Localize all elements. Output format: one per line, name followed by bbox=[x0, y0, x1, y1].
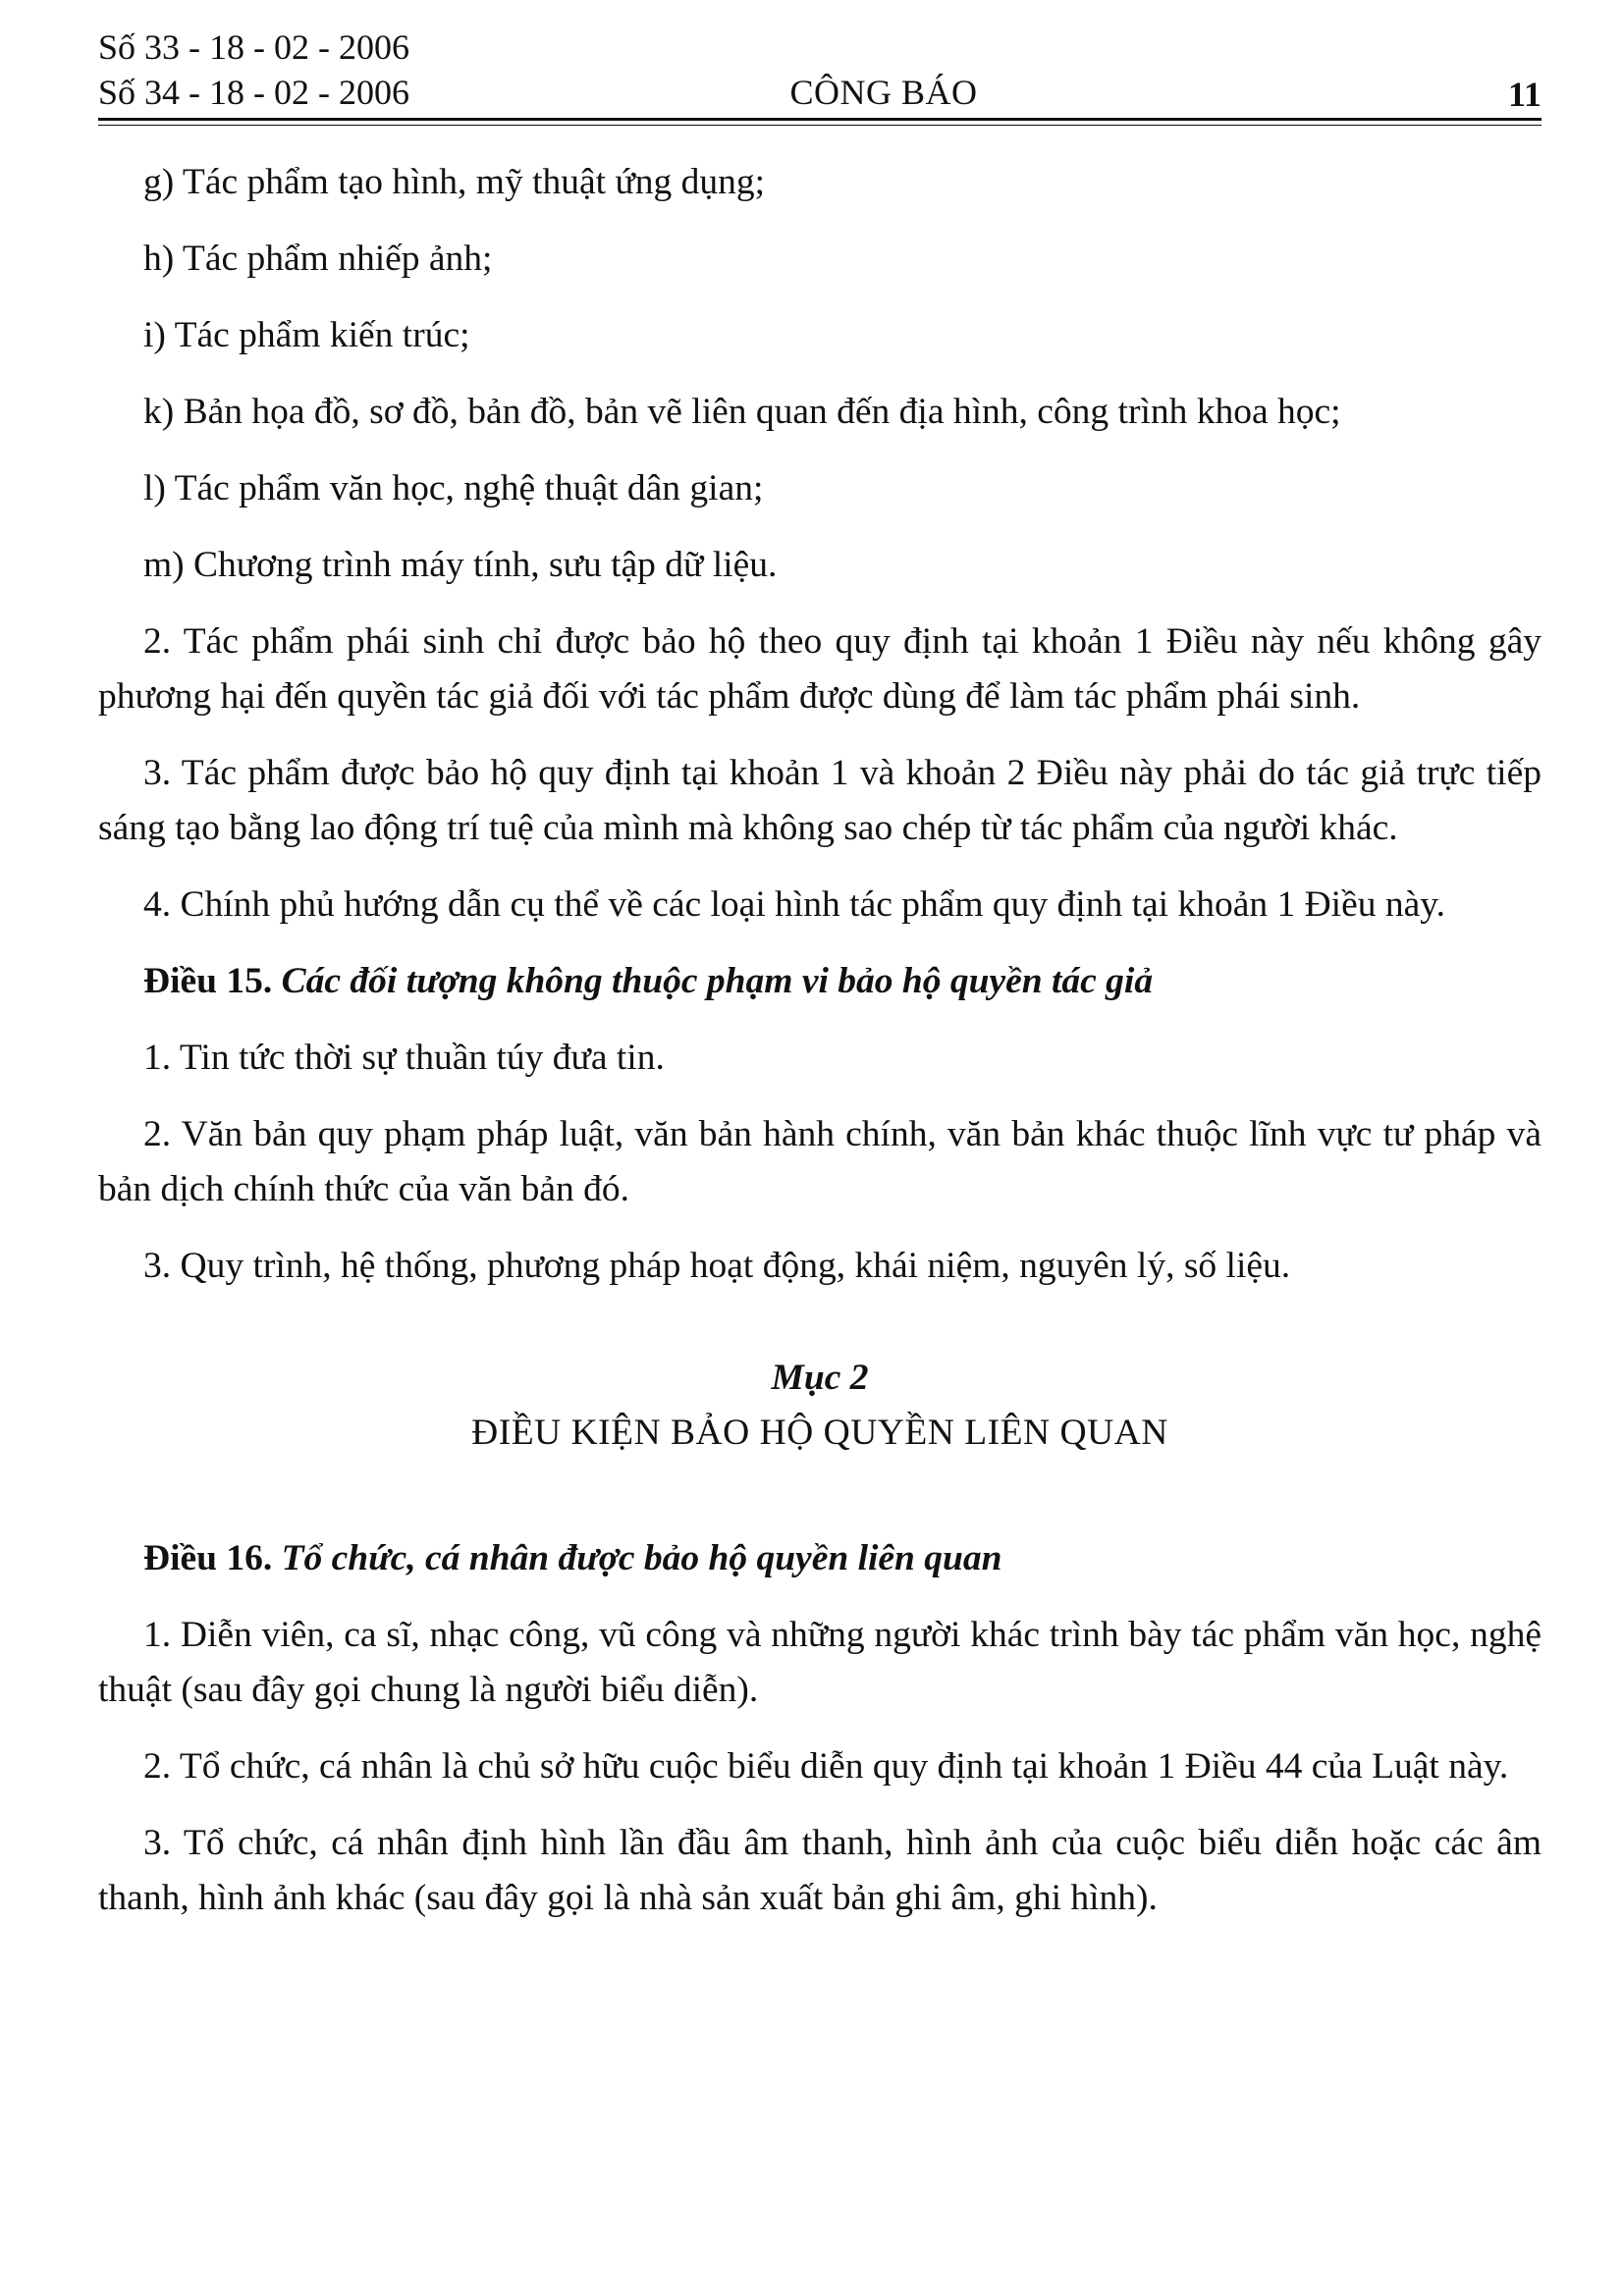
article-16-title: Tổ chức, cá nhân được bảo hộ quyền liên quan bbox=[281, 1538, 1002, 1578]
issue-number-line-2: Số 34 - 18 - 02 - 2006 bbox=[98, 73, 409, 112]
gazette-title: CÔNG BÁO bbox=[789, 73, 978, 112]
list-item-i: i) Tác phẩm kiến trúc; bbox=[143, 315, 470, 355]
article-14-clause-3: 3. Tác phẩm được bảo hộ quy định tại khoản 1 và khoản 2 Điều này phải do tác giả trực tiếp sáng tạo bằng lao động trí tuệ của mình mà không sao chép từ tác phẩm của người khác. bbox=[98, 753, 1542, 848]
article-16-clause-3: 3. Tổ chức, cá nhân định hình lần đầu âm thanh, hình ảnh của cuộc biểu diễn hoặc các âm thanh, hình ảnh khác (sau đây gọi là nhà sản xuất bản ghi âm, ghi hình). bbox=[98, 1823, 1542, 1918]
list-item-h: h) Tác phẩm nhiếp ảnh; bbox=[143, 239, 493, 279]
list-item-k: k) Bản họa đồ, sơ đồ, bản đồ, bản vẽ liên quan đến địa hình, công trình khoa học; bbox=[143, 392, 1341, 432]
list-item-l: l) Tác phẩm văn học, nghệ thuật dân gian; bbox=[143, 468, 764, 508]
article-15-clause-2: 2. Văn bản quy phạm pháp luật, văn bản hành chính, văn bản khác thuộc lĩnh vực tư pháp và bản dịch chính thức của văn bản đó. bbox=[98, 1114, 1542, 1209]
article-16-clause-2: 2. Tổ chức, cá nhân là chủ sở hữu cuộc biểu diễn quy định tại khoản 1 Điều 44 của Luật này. bbox=[143, 1746, 1509, 1787]
article-16-number: Điều 16. bbox=[143, 1538, 273, 1578]
document-body bbox=[98, 155, 1542, 1948]
page-number: 11 bbox=[1507, 75, 1542, 114]
page-header bbox=[98, 27, 1542, 122]
article-15-title: Các đối tượng không thuộc phạm vi bảo hộ quyền tác giả bbox=[281, 961, 1154, 1001]
header-rule-thin bbox=[98, 125, 1542, 126]
list-item-g: g) Tác phẩm tạo hình, mỹ thuật ứng dụng; bbox=[143, 162, 766, 202]
article-15-clause-3: 3. Quy trình, hệ thống, phương pháp hoạt động, khái niệm, nguyên lý, số liệu. bbox=[143, 1246, 1291, 1286]
article-15-heading bbox=[98, 954, 1542, 1009]
article-14-clause-4: 4. Chính phủ hướng dẫn cụ thể về các loại hình tác phẩm quy định tại khoản 1 Điều này. bbox=[143, 884, 1445, 925]
section-label: Mục 2 bbox=[771, 1358, 869, 1398]
issue-number-line-1: Số 33 - 18 - 02 - 2006 bbox=[98, 27, 409, 67]
header-rule-thick bbox=[98, 118, 1542, 121]
article-14-clause-2: 2. Tác phẩm phái sinh chỉ được bảo hộ theo quy định tại khoản 1 Điều này nếu không gây phương hại đến quyền tác giả đối với tác phẩm được dùng để làm tác phẩm phái sinh. bbox=[98, 621, 1542, 717]
article-15-clause-1: 1. Tin tức thời sự thuần túy đưa tin. bbox=[143, 1038, 665, 1078]
article-15-number: Điều 15. bbox=[143, 961, 273, 1001]
article-16-heading bbox=[98, 1531, 1542, 1586]
list-item-m: m) Chương trình máy tính, sưu tập dữ liệu. bbox=[143, 545, 778, 585]
article-16-clause-1: 1. Diễn viên, ca sĩ, nhạc công, vũ công và những người khác trình bày tác phẩm văn học, nghệ thuật (sau đây gọi chung là người biểu diễn). bbox=[98, 1615, 1542, 1710]
section-title: ĐIỀU KIỆN BẢO HỘ QUYỀN LIÊN QUAN bbox=[471, 1413, 1168, 1453]
